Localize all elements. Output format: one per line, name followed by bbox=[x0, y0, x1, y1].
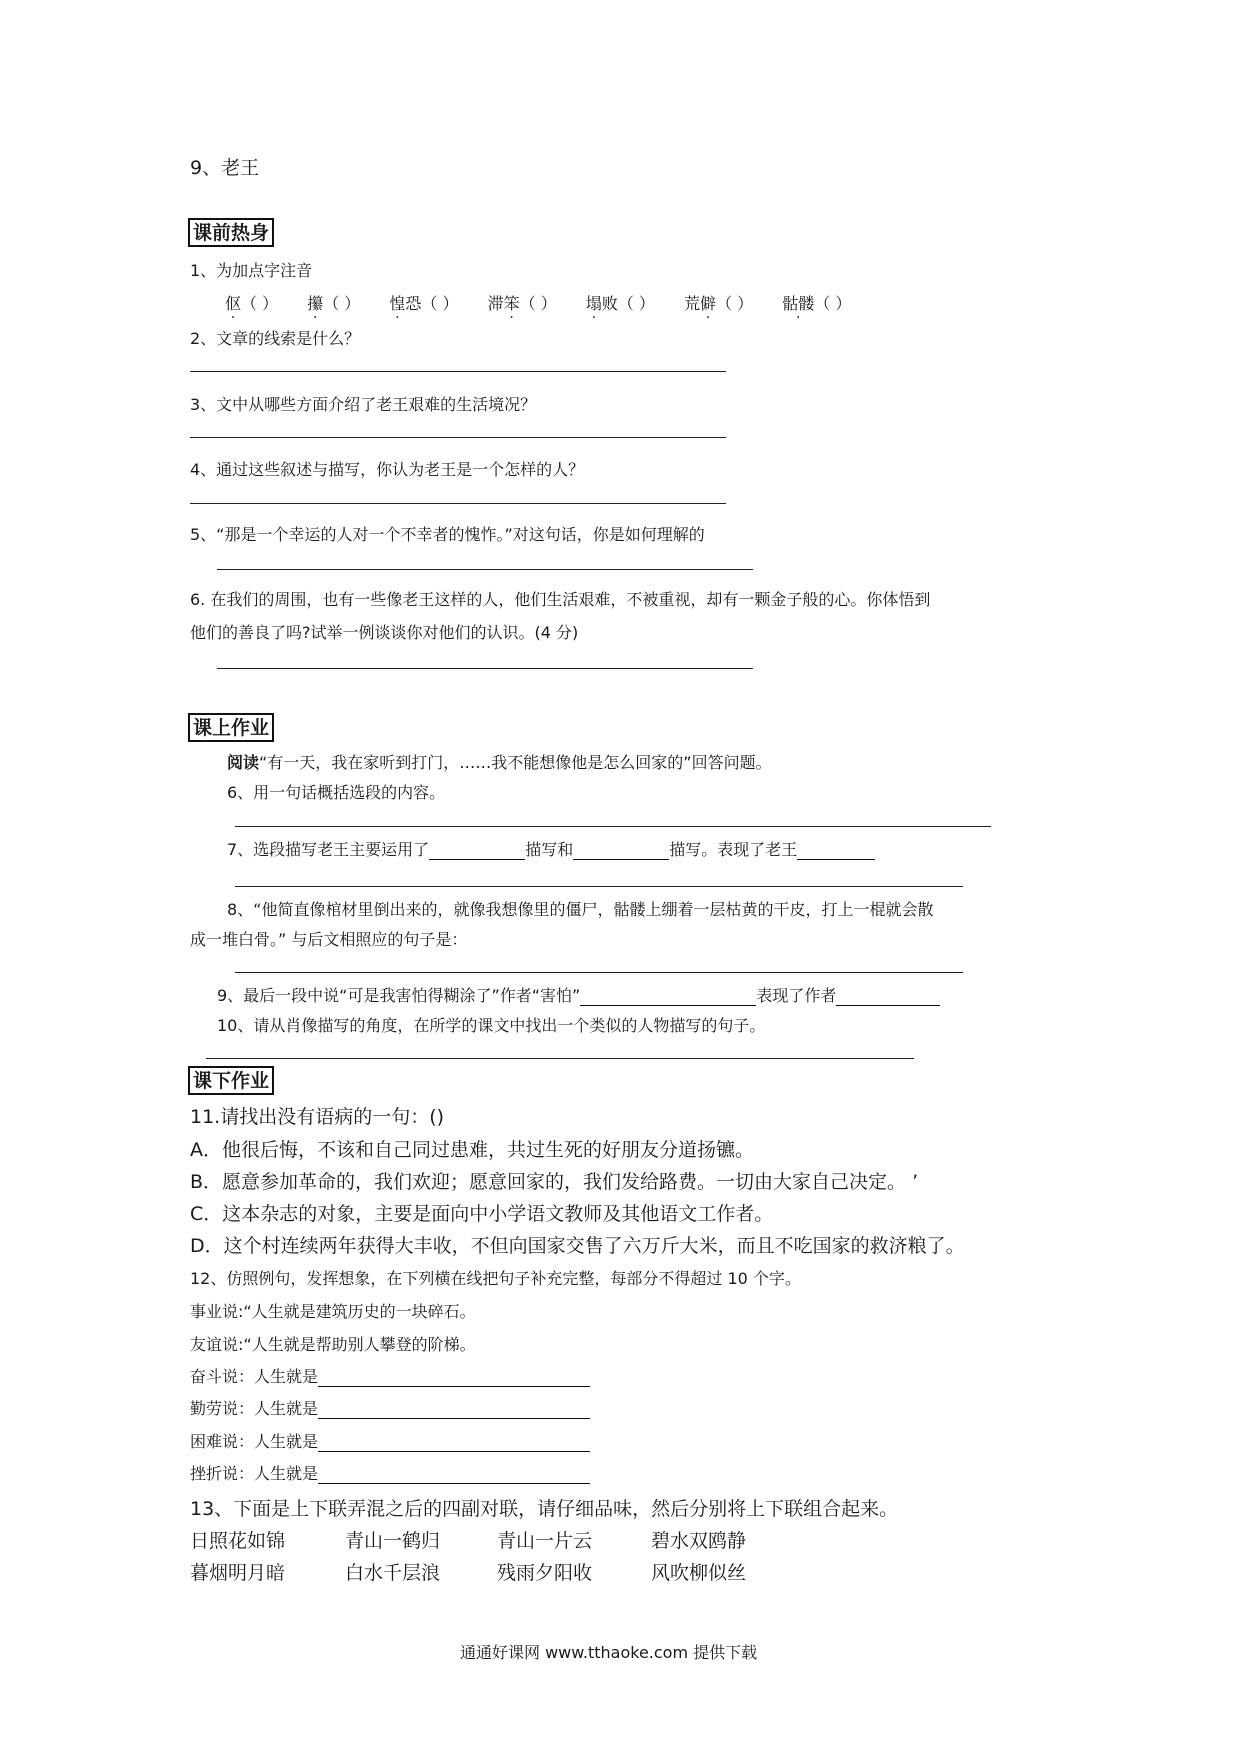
post-question-11: 11.请找出没有语病的一句：() bbox=[190, 1106, 445, 1128]
couplet-item: 日照花如锦 bbox=[190, 1530, 286, 1552]
in-question-10: 10、请从肖像描写的角度，在所学的课文中找出一个类似的人物描写的句子。 bbox=[217, 1016, 766, 1035]
fill-row-2: 勤劳说：人生就是 bbox=[190, 1396, 590, 1419]
in-question-7: 7、选段描写老王主要运用了 描写和 描写。表现了老王 bbox=[227, 837, 875, 860]
question-1: 1、为加点字注音 bbox=[190, 261, 313, 280]
answer-line[interactable] bbox=[206, 1058, 914, 1059]
option-c[interactable]: C．这本杂志的对象，主要是面向中小学语文教师及其他语文工作者。 bbox=[190, 1203, 774, 1225]
answer-line[interactable] bbox=[217, 569, 753, 570]
example-2: 友谊说:“人生就是帮助别人攀登的阶梯。 bbox=[190, 1335, 476, 1354]
pinyin-item: 塌败（ ） bbox=[585, 294, 655, 313]
page-title: 9、老王 bbox=[190, 157, 260, 179]
fill-row-4: 挫折说：人生就是 bbox=[190, 1461, 590, 1484]
pinyin-item: 骷髅（ ） bbox=[782, 294, 852, 313]
blank[interactable] bbox=[580, 987, 756, 1006]
pinyin-row bbox=[225, 291, 875, 314]
answer-line[interactable] bbox=[190, 503, 726, 504]
question-5: 5、“那是一个幸运的人对一个不幸者的愧怍。”对这句话，你是如何理解的 bbox=[190, 525, 705, 544]
question-3: 3、文中从哪些方面介绍了老王艰难的生活境况？ bbox=[190, 395, 537, 414]
in-question-8-line2: 成一堆白骨。” 与后文相照应的句子是： bbox=[190, 930, 468, 949]
fill-blank[interactable] bbox=[318, 1433, 590, 1452]
in-question-9: 9、最后一段中说“可是我害怕得糊涂了”作者“害怕” 表现了作者 bbox=[217, 983, 940, 1006]
blank[interactable] bbox=[429, 841, 525, 860]
option-d[interactable]: D．这个村连续两年获得大丰收，不但向国家交售了六万斤大米，而且不吃国家的救济粮了。 bbox=[190, 1235, 965, 1257]
pinyin-item: 攥（ ） bbox=[307, 294, 361, 313]
reading-instruction: 阅读“有一天，我在家听到打门，……我不能想像他是怎么回家的”回答问题。 bbox=[227, 753, 772, 772]
pinyin-item: 伛（ ） bbox=[225, 294, 279, 313]
in-question-8-line1: 8、“他简直像棺材里倒出来的，就像我想像里的僵尸，骷髅上绷着一层枯黄的干皮，打上一棍就会散 bbox=[227, 900, 934, 919]
fill-blank[interactable] bbox=[318, 1368, 590, 1387]
answer-line[interactable] bbox=[217, 668, 753, 669]
pinyin-item: 滞笨（ ） bbox=[487, 294, 557, 313]
fill-row-1: 奋斗说：人生就是 bbox=[190, 1364, 590, 1387]
couplet-item: 青山一鹤归 bbox=[345, 1530, 441, 1552]
pinyin-item: 惶恐（ ） bbox=[389, 294, 459, 313]
section-heading-post: 课下作业 bbox=[188, 1066, 274, 1095]
in-question-6: 6、用一句话概括选段的内容。 bbox=[227, 783, 446, 802]
fill-row-3: 困难说：人生就是 bbox=[190, 1429, 590, 1452]
answer-line[interactable] bbox=[235, 886, 963, 887]
option-a[interactable]: A．他很后悔，不该和自己同过患难，共过生死的好朋友分道扬镳。 bbox=[190, 1139, 754, 1161]
blank[interactable] bbox=[573, 841, 669, 860]
question-6-line1: 6. 在我们的周围，也有一些像老王这样的人，他们生活艰难，不被重视，却有一颗金子般的心。你体悟到 bbox=[190, 590, 931, 609]
pinyin-item: 荒僻（ ） bbox=[684, 294, 754, 313]
section-heading-in: 课上作业 bbox=[188, 713, 274, 742]
couplet-item: 风吹柳似丝 bbox=[651, 1562, 747, 1584]
example-1: 事业说:“人生就是建筑历史的一块碎石。 bbox=[190, 1302, 476, 1321]
question-2: 2、文章的线索是什么？ bbox=[190, 329, 361, 348]
blank[interactable] bbox=[797, 841, 875, 860]
blank[interactable] bbox=[836, 987, 940, 1006]
question-6-line2: 他们的善良了吗?试举一例谈谈你对他们的认识。(4 分) bbox=[190, 623, 579, 642]
answer-line[interactable] bbox=[235, 972, 963, 973]
answer-line[interactable] bbox=[235, 826, 991, 827]
option-b[interactable]: B．愿意参加革命的，我们欢迎；愿意回家的，我们发给路费。一切由大家自己决定。 ’ bbox=[190, 1171, 919, 1193]
couplet-item: 白水千层浪 bbox=[345, 1562, 441, 1584]
couplet-item: 青山一片云 bbox=[497, 1530, 593, 1552]
footer-credit: 通通好课网 www.tthaoke.com 提供下载 bbox=[460, 1643, 758, 1662]
couplet-item: 暮烟明月暗 bbox=[190, 1562, 286, 1584]
answer-line[interactable] bbox=[190, 371, 726, 372]
couplet-item: 残雨夕阳收 bbox=[497, 1562, 593, 1584]
post-question-13: 13、下面是上下联弄混之后的四副对联，请仔细品味，然后分别将上下联组合起来。 bbox=[190, 1498, 899, 1520]
fill-blank[interactable] bbox=[318, 1400, 590, 1419]
question-4: 4、通过这些叙述与描写，你认为老王是一个怎样的人？ bbox=[190, 460, 585, 479]
couplet-item: 碧水双鸥静 bbox=[651, 1530, 747, 1552]
fill-blank[interactable] bbox=[318, 1465, 590, 1484]
section-heading-pre: 课前热身 bbox=[188, 218, 274, 247]
post-question-12: 12、仿照例句，发挥想象，在下列横在线把句子补充完整，每部分不得超过 10 个字。 bbox=[190, 1269, 801, 1288]
answer-line[interactable] bbox=[190, 437, 726, 438]
